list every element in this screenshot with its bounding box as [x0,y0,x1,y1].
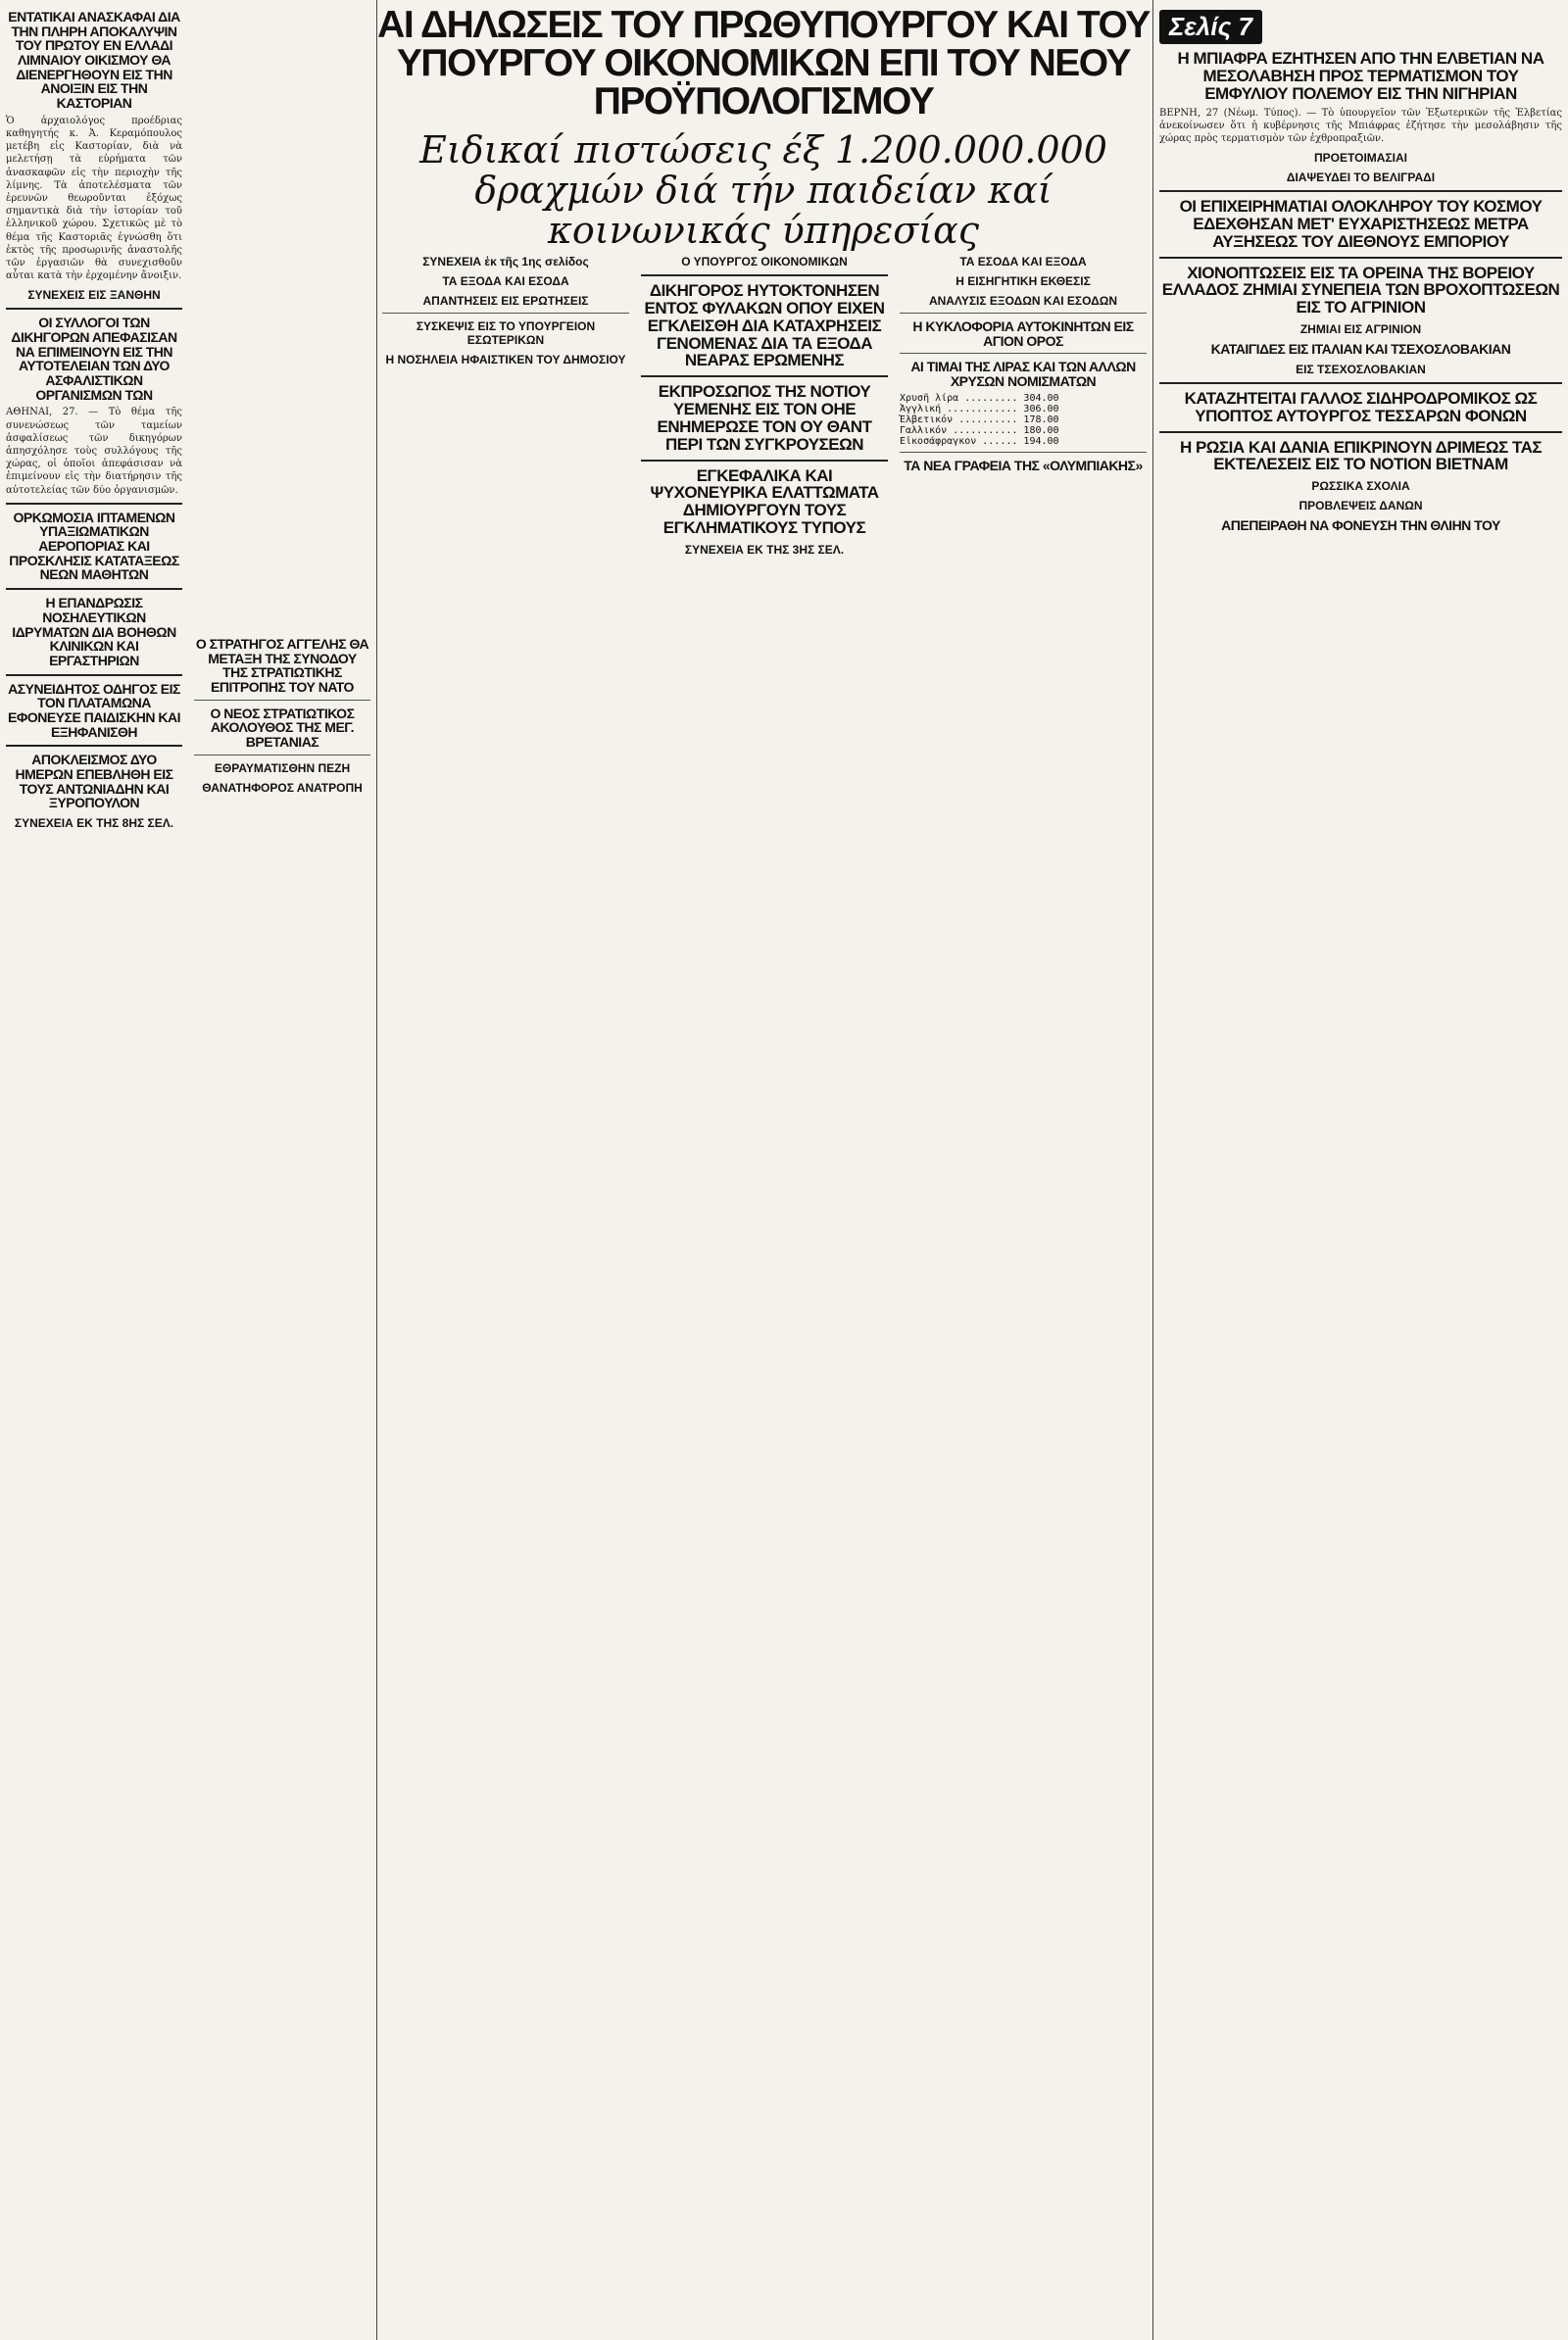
column-4 [635,245,894,2340]
divider [641,274,888,276]
section-heading: ΤΑ ΕΞΟΔΑ ΚΑΙ ΕΣΟΔΑ [442,274,569,288]
section-heading: ΕΙΣ ΤΣΕΧΟΣΛΟΒΑΚΙΑΝ [1296,362,1426,376]
price-list [900,393,1147,447]
article-continuation: ΣΥΝΕΧΕΙΑ ἐκ τῆς 1ης σελίδος [422,255,589,268]
section-heading: ΡΩΣΣΙΚΑ ΣΧΟΛΙΑ [1311,479,1410,494]
article-headline: Ο ΝΕΟΣ ΣΤΡΑΤΙΩΤΙΚΟΣ ΑΚΟΛΟΥΘΟΣ ΤΗΣ ΜΕΓ. ΒΡΕΤΑΝΙΑΣ [210,705,355,751]
divider [1159,190,1562,192]
price-row: Χρυσῆ λίρα ......... 304.00 [900,392,1059,404]
section-heading: ΠΡΟΕΤΟΙΜΑΣΙΑΙ [1314,151,1407,166]
divider [900,313,1147,314]
divider [900,452,1147,453]
article-headline: ΕΓΚΕΦΑΛΙΚΑ ΚΑΙ ΨΥΧΟΝΕΥΡΙΚΑ ΕΛΑΤΤΩΜΑΤΑ ΔΗΜΙΟΥΡΓΟΥΝ ΤΟΥΣ ΕΓΚΛΗΜΑΤΙΚΟΥΣ ΤΥΠΟΥΣ [650,465,879,538]
section-heading: Η ΝΟΣΗΛΕΙΑ ΗΦΑΙΣΤΙΚΕΝ ΤΟΥ ΔΗΜΟΣΙΟΥ [385,353,626,366]
article-headline: ΕΝΤΑΤΙΚΑΙ ΑΝΑΣΚΑΦΑΙ ΔΙΑ ΤΗΝ ΠΛΗΡΗ ΑΠΟΚΑΛΥΨΙΝ ΤΟΥ ΠΡΩΤΟΥ ΕΝ ΕΛΛΑΔΙ ΛΙΜΝΑΙΟΥ ΟΙΚΙΣΜΟΥ ΘΑ ΔΙΕΝΕΡΓΗΘΟΥΝ ΕΙΣ ΤΗΝ ΑΝΟΙΞΙΝ ΕΙΣ ΤΗΝ ΚΑΣΤΟΡΙΑΝ [8,9,180,112]
article-headline: ΑΙ ΤΙΜΑΙ ΤΗΣ ΛΙΡΑΣ ΚΑΙ ΤΩΝ ΑΛΛΩΝ ΧΡΥΣΩΝ ΝΟΜΙΣΜΑΤΩΝ [910,359,1136,390]
divider [6,674,182,676]
column-5 [894,245,1152,2340]
column-6 [1153,0,1568,2340]
article-continuation: ΣΥΝΕΧΕΙΑ ΕΚ ΤΗΣ 8ΗΣ ΣΕΛ. [14,816,174,831]
article-headline: ΕΘΡΑΥΜΑΤΙΣΘΗΝ ΠΕΖΗ [214,760,351,775]
article-body: Ὁ ἀρχαιολόγος προέδριας καθηγητής κ. Ἀ. Κεραμόπουλος μετέβη εἰς Καστορίαν, διὰ νὰ μελετήσῃ τὰ εὑρήματα τῶν ἀνασκαφῶν εἰς τὴν περιοχὴν τῆς λίμνης. Τὰ ἀποτελέσματα τῶν ἐρευνῶν θεωροῦνται ἐξόχως σημαντικὰ διὰ τὴν ἱστορίαν τοῦ ἑλληνικοῦ χώρου. Σχετικῶς μὲ τὸ θέμα τῆς Καστοριᾶς ἐγνώσθη ὅτι ἐκτὸς τῆς προσωρινῆς ἀναστολῆς τῶν ἐργασιῶν θὰ συνεχισθοῦν αὗται κατὰ τὴν ἐρχομένην ἄνοιξιν. [6,115,182,282]
divider [1159,382,1562,384]
article-headline: ΚΑΤΑΙΓΙΔΕΣ ΕΙΣ ΙΤΑΛΙΑΝ ΚΑΙ ΤΣΕΧΟΣΛΟΒΑΚΙΑΝ [1210,341,1511,358]
section-heading: ΑΝΑΛΥΣΙΣ ΕΞΟΔΩΝ ΚΑΙ ΕΣΟΔΩΝ [928,294,1118,308]
section-heading: ΖΗΜΙΑΙ ΕΙΣ ΑΓΡΙΝΙΟΝ [1299,322,1422,337]
article-headline: Ο ΣΤΡΑΤΗΓΟΣ ΑΓΓΕΛΗΣ ΘΑ ΜΕΤΑΞΗ ΤΗΣ ΣΥΝΟΔΟΥ ΤΗΣ ΣΤΡΑΤΙΩΤΙΚΗΣ ΕΠΙΤΡΟΠΗΣ ΤΟΥ ΝΑΤΟ [195,636,369,696]
article-headline: ΚΑΤΑΖΗΤΕΙΤΑΙ ΓΑΛΛΟΣ ΣΙΔΗΡΟΔΡΟΜΙΚΟΣ ΩΣ ΥΠΟΠΤΟΣ ΑΥΤΟΥΡΓΟΣ ΤΕΣΣΑΡΩΝ ΦΟΝΩΝ [1184,388,1538,425]
divider [382,313,629,314]
divider [6,503,182,505]
article-headline: ΧΙΟΝΟΠΤΩΣΕΙΣ ΕΙΣ ΤΑ ΟΡΕΙΝΑ ΤΗΣ ΒΟΡΕΙΟΥ ΕΛΛΑΔΟΣ ΖΗΜΙΑΙ ΣΥΝΕΠΕΙΑ ΤΩΝ ΒΡΟΧΟΠΤΩΣΕΩΝ ΕΙΣ ΤΟ ΑΓΡΙΝΙΟΝ [1161,263,1560,317]
article-headline: ΟΡΚΩΜΟΣΙΑ ΙΠΤΑΜΕΝΩΝ ΥΠΑΞΙΩΜΑΤΙΚΩΝ ΑΕΡΟΠΟΡΙΑΣ ΚΑΙ ΠΡΟΣΚΛΗΣΙΣ ΚΑΤΑΤΑΞΕΩΣ ΝΕΩΝ ΜΑΘΗΤΩΝ [9,509,179,583]
article-continuation: ΣΥΝΕΧΕΙΣ ΕΙΣ ΞΑΝΘΗΝ [27,288,161,303]
divider [1159,431,1562,433]
divider [194,755,370,756]
article-headline: Η ΡΩΣΙΑ ΚΑΙ ΔΑΝΙΑ ΕΠΙΚΡΙΝΟΥΝ ΔΡΙΜΕΩΣ ΤΑΣ ΕΚΤΕΛΕΣΕΙΣ ΕΙΣ ΤΟ ΝΟΤΙΟΝ ΒΙΕΤΝΑΜ [1179,437,1543,474]
section-heading: Ο ΥΠΟΥΡΓΟΣ ΟΙΚΟΝΟΜΙΚΩΝ [681,255,848,268]
article-headline: Η ΜΠΙΑΦΡΑ ΕΖΗΤΗΣΕΝ ΑΠΟ ΤΗΝ ΕΛΒΕΤΙΑΝ ΝΑ ΜΕΣΟΛΑΒΗΣΗ ΠΡΟΣ ΤΕΡΜΑΤΙΣΜΟΝ ΤΟΥ ΕΜΦΥΛΙΟΥ ΠΟΛΕΜΟΥ ΕΙΣ ΤΗΝ ΝΙΓΗΡΙΑΝ [1177,49,1544,103]
article-headline: ΘΑΝΑΤΗΦΟΡΟΣ ΑΝΑΤΡΟΠΗ [202,780,363,795]
section-heading: ΔΙΑΨΕΥΔΕΙ ΤΟ ΒΕΛΙΓΡΑΔΙ [1286,171,1436,185]
divider [641,460,888,462]
article-headline: ΑΠΕΠΕΙΡΑΘΗ ΝΑ ΦΟΝΕΥΣΗ ΤΗΝ ΘΛΙΗΝ ΤΟΥ [1221,517,1500,534]
price-row: Γαλλικόν ........... 180.00 [900,424,1059,436]
article-headline: ΑΠΟΚΛΕΙΣΜΟΣ ΔΥΟ ΗΜΕΡΩΝ ΕΠΕΒΛΗΘΗ ΕΙΣ ΤΟΥΣ ΑΝΤΩΝΙΑΔΗΝ ΚΑΙ ΞΥΡΟΠΟΥΛΟΝ [15,752,173,811]
article-headline: Η ΕΠΑΝΔΡΩΣΙΣ ΝΟΣΗΛΕΥΤΙΚΩΝ ΙΔΡΥΜΑΤΩΝ ΔΙΑ ΒΟΗΘΩΝ ΚΛΙΝΙΚΩΝ ΚΑΙ ΕΡΓΑΣΤΗΡΙΩΝ [12,595,176,668]
section-heading: Η ΕΙΣΗΓΗΤΙΚΗ ΕΚΘΕΣΙΣ [956,274,1091,288]
article-headline: ΟΙ ΣΥΛΛΟΓΟΙ ΤΩΝ ΔΙΚΗΓΟΡΩΝ ΑΠΕΦΑΣΙΣΑΝ ΝΑ ΕΠΙΜΕΙΝΟΥΝ ΕΙΣ ΤΗΝ ΑΥΤΟΤΕΛΕΙΑΝ ΤΩΝ ΔΥΟ ΑΣΦΑΛΙΣΤΙΚΩΝ ΟΡΓΑΝΙΣΜΩΝ ΤΩΝ [11,315,177,403]
section-heading: ΑΠΑΝΤΗΣΕΙΣ ΕΙΣ ΕΡΩΤΗΣΕΙΣ [422,294,589,308]
price-row: Ἀγγλική ............ 306.00 [900,403,1059,414]
lead-subheadline: Ειδικαί πιστώσεις έξ 1.200.000.000 δραχμών διά τήν παιδείαν καί κοινωνικάς ύπηρεσίας [419,128,1107,253]
lead-story-header [376,0,1151,253]
divider [1159,257,1562,259]
page-number-logo: Σελίς 7 [1159,10,1262,44]
article-body: ΑΘΗΝΑΙ, 27. — Τὸ θέμα τῆς συνενώσεως τῶν ταμείων ἀσφαλίσεως τῶν δικηγόρων ἀπησχόλησε τοὺς συλλόγους τῆς χώρας, οἱ ὁποῖοι ἀπεφάσισαν νὰ ἐπιμείνουν εἰς τὴν διατήρησιν τῆς αὐτοτελείας τῶν δύο ὀργανισμῶν. [6,407,182,496]
section-heading: ΣΥΣΚΕΨΙΣ ΕΙΣ ΤΟ ΥΠΟΥΡΓΕΙΟΝ ΕΣΩΤΕΡΙΚΩΝ [416,319,596,347]
column-1 [0,0,188,2340]
divider [900,353,1147,354]
section-heading: ΠΡΟΒΛΕΨΕΙΣ ΔΑΝΩΝ [1298,499,1423,513]
article-headline: ΕΚΠΡΟΣΩΠΟΣ ΤΗΣ ΝΟΤΙΟΥ ΥΕΜΕΝΗΣ ΕΙΣ ΤΟΝ ΟΗΕ ΕΝΗΜΕΡΩΣΕ ΤΟΝ ΟΥ ΘΑΝΤ ΠΕΡΙ ΤΩΝ ΣΥΓΚΡΟΥΣΕΩΝ [657,382,872,454]
divider [194,700,370,701]
column-3 [376,245,635,2340]
article-headline: ΑΣΥΝΕΙΔΗΤΟΣ ΟΔΗΓΟΣ ΕΙΣ ΤΟΝ ΠΛΑΤΑΜΩΝΑ ΕΦΟΝΕΥΣΕ ΠΑΙΔΙΣΚΗΝ ΚΑΙ ΕΞΗΦΑΝΙΣΘΗ [8,680,180,740]
section-heading: ΤΑ ΕΣΟΔΑ ΚΑΙ ΕΞΟΔΑ [959,255,1087,268]
article-body: ΒΕΡΝΗ, 27 (Νέωμ. Τύπος). — Τὸ ὑπουργεῖον τῶν Ἐξωτερικῶν τῆς Ἐλβετίας ἀνεκοίνωσεν ὅτι ἡ κυβέρνησις τῆς Μπιάφρας ἐζήτησε τὴν μεσολάβησιν τῆς χώρας πρὸς τερματισμὸν τῶν ἐχθροπραξιῶν. [1159,107,1562,144]
lead-headline: ΑΙ ΔΗΛΩΣΕΙΣ ΤΟΥ ΠΡΩΘΥΠΟΥΡΓΟΥ ΚΑΙ ΤΟΥ ΥΠΟΥΡΓΟΥ ΟΙΚΟΝΟΜΙΚΩΝ ΕΠΙ ΤΟΥ ΝΕΟΥ ΠΡΟΫΠΟΛΟΓΙΣΜΟΥ [377,4,1150,122]
article-headline: Η ΚΥΚΛΟΦΟΡΙΑ ΑΥΤΟΚΙΝΗΤΩΝ ΕΙΣ ΑΓΙΟΝ ΟΡΟΣ [912,318,1134,349]
price-row: Εἰκοσάφραγκον ...... 194.00 [900,435,1059,447]
article-continuation: ΣΥΝΕΧΕΙΑ ΕΚ ΤΗΣ 3ΗΣ ΣΕΛ. [684,542,845,557]
column-2 [188,627,376,2340]
divider [6,588,182,590]
divider [641,375,888,377]
price-row: Ἐλβετικόν .......... 178.00 [900,414,1059,425]
article-headline: ΤΑ ΝΕΑ ΓΡΑΦΕΙΑ ΤΗΣ «ΟΛΥΜΠΙΑΚΗΣ» [904,457,1143,473]
page-logo-wrap [1159,10,1562,44]
divider [6,745,182,747]
article-headline: ΟΙ ΕΠΙΧΕΙΡΗΜΑΤΙΑΙ ΟΛΟΚΛΗΡΟΥ ΤΟΥ ΚΟΣΜΟΥ ΕΔΕΧΘΗΣΑΝ ΜΕΤ' ΕΥΧΑΡΙΣΤΗΣΕΩΣ ΜΕΤΡΑ ΑΥΞΗΣΕΩΣ ΤΟΥ ΔΙΕΘΝΟΥΣ ΕΜΠΟΡΙΟΥ [1179,197,1543,251]
article-headline: ΔΙΚΗΓΟΡΟΣ ΗΥΤΟΚΤΟΝΗΣΕΝ ΕΝΤΟΣ ΦΥΛΑΚΩΝ ΟΠΟΥ ΕΙΧΕΝ ΕΓΚΛΕΙΣΘΗ ΔΙΑ ΚΑΤΑΧΡΗΣΕΙΣ ΓΕΝΟΜΕΝΑΣ ΔΙΑ ΤΑ ΕΞΟΔΑ ΝΕΑΡΑΣ ΕΡΩΜΕΝΗΣ [644,281,885,370]
divider [6,308,182,310]
